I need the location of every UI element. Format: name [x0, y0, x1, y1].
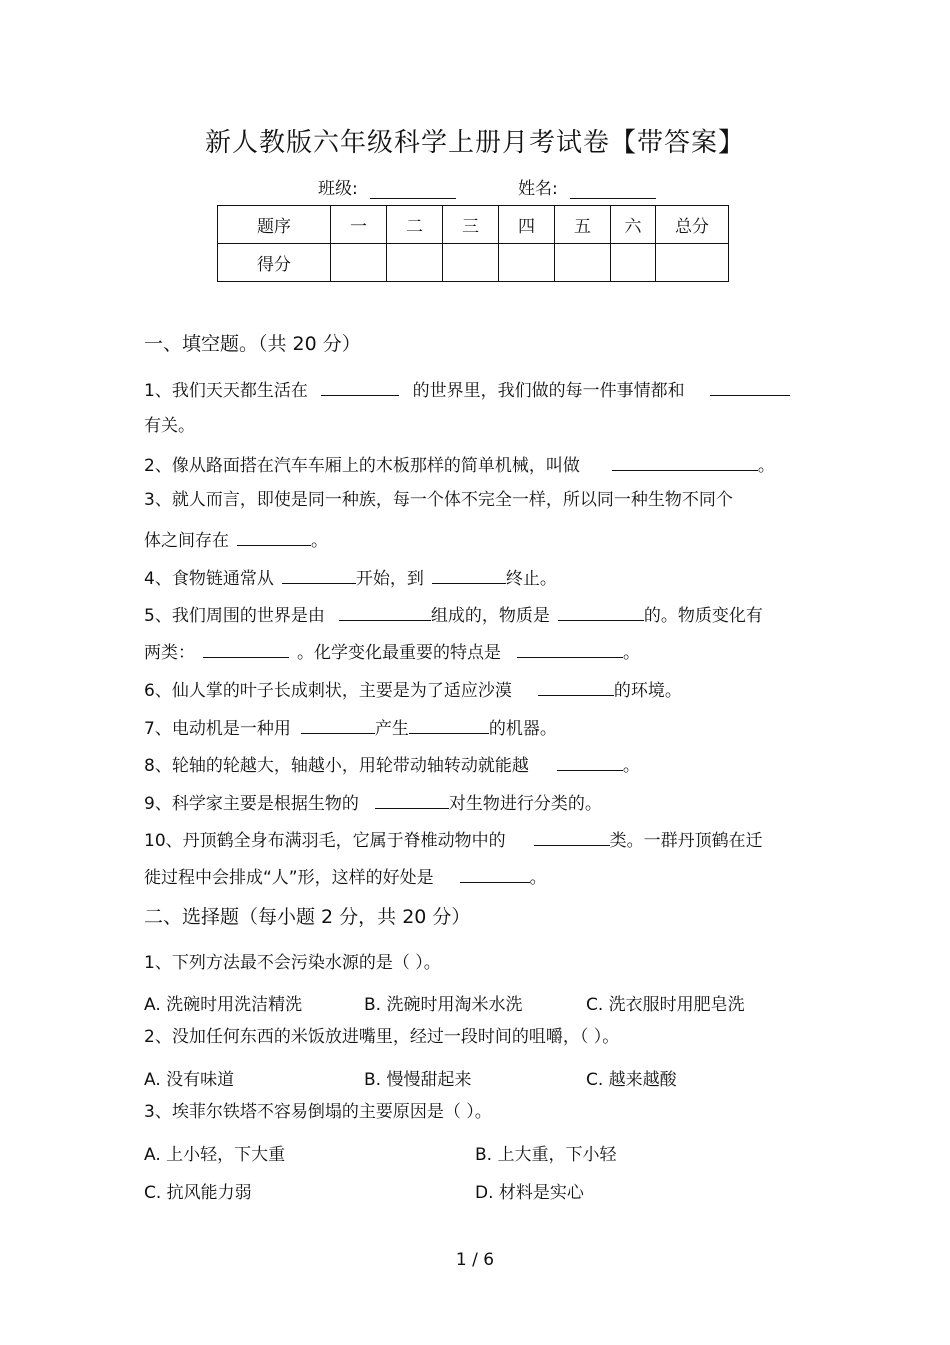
- question-4: [144, 566, 557, 589]
- answer-blank[interactable]: [612, 453, 758, 471]
- question-text: 6、仙人掌的叶子长成刺状，主要是为了适应沙漠: [144, 681, 512, 701]
- choice-option[interactable]: A. 洗碗时用洗洁精洗: [144, 995, 303, 1015]
- question-text: 。: [622, 756, 640, 776]
- question-text: 终止。: [505, 569, 557, 589]
- score-header-cell: 总分: [656, 206, 729, 244]
- section1-heading: 一、填空题。（共 20 分）: [144, 333, 361, 355]
- score-header-cell: 二: [387, 206, 443, 244]
- question-text: 的。物质变化有: [643, 606, 763, 626]
- question-text: 4、食物链通常从: [144, 569, 274, 589]
- answer-blank[interactable]: [517, 640, 623, 658]
- question-text: 徙过程中会排成“人”形，这样的好处是: [144, 868, 434, 888]
- score-cell[interactable]: [611, 244, 656, 282]
- answer-blank[interactable]: [538, 678, 614, 696]
- score-header-cell: 题序: [218, 206, 331, 244]
- question-5-cont: [144, 640, 640, 663]
- score-header-cell: 一: [331, 206, 387, 244]
- choice-question-2: 2、没加任何东西的米饭放进嘴里，经过一段时间的咀嚼，（ ）。: [144, 1027, 620, 1047]
- answer-blank[interactable]: [558, 603, 644, 621]
- choice-option[interactable]: C. 越来越酸: [586, 1070, 677, 1090]
- answer-blank[interactable]: [282, 566, 356, 584]
- choice-question-1: 1、下列方法最不会污染水源的是（ ）。: [144, 953, 441, 973]
- choice-option[interactable]: B. 上大重，下小轻: [475, 1145, 617, 1165]
- question-text: 10、丹顶鹤全身布满羽毛，它属于脊椎动物中的: [144, 831, 506, 851]
- answer-blank[interactable]: [339, 603, 431, 621]
- choice-question-3: 3、埃菲尔铁塔不容易倒塌的主要原因是（ ）。: [144, 1102, 492, 1122]
- score-table: [217, 205, 729, 282]
- score-header-row: [218, 206, 729, 244]
- question-text: 5、我们周围的世界是由: [144, 606, 325, 626]
- question-text: 。: [529, 868, 547, 888]
- question-text: 1、我们天天都生活在: [144, 381, 308, 401]
- exam-title: 新人教版六年级科学上册月考试卷【带答案】: [204, 128, 745, 158]
- score-cell[interactable]: [331, 244, 387, 282]
- question-text: 8、轮轴的轮越大，轴越小，用轮带动轴转动就能越: [144, 756, 529, 776]
- answer-blank[interactable]: [710, 378, 790, 396]
- question-8: [144, 753, 640, 776]
- score-row-label: 得分: [218, 244, 331, 282]
- choice-option[interactable]: A. 上小轻，下大重: [144, 1145, 286, 1165]
- score-header-cell: 五: [555, 206, 611, 244]
- question-text: 类。一群丹顶鹤在迁: [609, 831, 763, 851]
- question-text: 。: [757, 456, 775, 476]
- question-9: [144, 791, 602, 814]
- question-text: 。: [311, 531, 328, 551]
- question-5: [144, 603, 763, 626]
- class-label: 班级:: [318, 179, 358, 199]
- answer-blank[interactable]: [375, 791, 449, 809]
- score-cell[interactable]: [443, 244, 499, 282]
- question-3-cont: [144, 528, 328, 551]
- choice-option[interactable]: C. 抗风能力弱: [144, 1183, 252, 1203]
- answer-blank[interactable]: [432, 566, 506, 584]
- choice-option[interactable]: C. 洗衣服时用肥皂洗: [586, 995, 745, 1015]
- answer-blank[interactable]: [237, 528, 311, 546]
- question-1-cont: 有关。: [144, 416, 195, 436]
- question-10-cont: [144, 865, 547, 888]
- question-2: [144, 453, 775, 476]
- choice-option[interactable]: B. 慢慢甜起来: [364, 1070, 472, 1090]
- question-text: 。: [623, 643, 640, 663]
- score-cell[interactable]: [387, 244, 443, 282]
- question-text: 产生: [374, 719, 409, 739]
- answer-blank[interactable]: [460, 865, 530, 883]
- question-text: 的环境。: [613, 681, 682, 701]
- choice-option[interactable]: D. 材料是实心: [475, 1183, 584, 1203]
- name-field: [518, 174, 656, 199]
- answer-blank[interactable]: [203, 640, 289, 658]
- page-number: 1 / 6: [455, 1250, 495, 1270]
- name-label: 姓名:: [518, 179, 558, 199]
- question-text: 。化学变化最重要的特点是: [297, 643, 501, 663]
- question-text: 开始，到: [355, 569, 424, 589]
- answer-blank[interactable]: [321, 378, 399, 396]
- score-header-cell: 四: [499, 206, 555, 244]
- question-10: [144, 828, 763, 851]
- name-blank[interactable]: [570, 180, 656, 199]
- score-cell[interactable]: [555, 244, 611, 282]
- question-7: [144, 716, 557, 739]
- question-1: [144, 378, 790, 401]
- score-header-cell: 六: [611, 206, 656, 244]
- answer-blank[interactable]: [409, 716, 489, 734]
- question-text: 9、科学家主要是根据生物的: [144, 794, 359, 814]
- class-field: [318, 174, 456, 199]
- question-text: 两类：: [144, 643, 195, 663]
- question-text: 对生物进行分类的。: [448, 794, 602, 814]
- question-text: 的世界里，我们做的每一件事情都和: [412, 381, 685, 401]
- score-cell[interactable]: [656, 244, 729, 282]
- score-header-cell: 三: [443, 206, 499, 244]
- answer-blank[interactable]: [557, 753, 623, 771]
- section2-heading: 二、选择题（每小题 2 分，共 20 分）: [144, 906, 471, 928]
- score-cell[interactable]: [499, 244, 555, 282]
- answer-blank[interactable]: [301, 716, 375, 734]
- question-text: 2、像从路面搭在汽车车厢上的木板那样的简单机械，叫做: [144, 456, 580, 476]
- question-text: 体之间存在: [144, 531, 229, 551]
- question-text: 组成的，物质是: [430, 606, 550, 626]
- question-3: 3、就人而言，即使是同一种族，每一个体不完全一样，所以同一种生物不同个: [144, 490, 733, 510]
- question-6: [144, 678, 682, 701]
- choice-option[interactable]: A. 没有味道: [144, 1070, 235, 1090]
- question-text: 的机器。: [488, 719, 557, 739]
- choice-option[interactable]: B. 洗碗时用淘米水洗: [364, 995, 523, 1015]
- answer-blank[interactable]: [534, 828, 610, 846]
- class-blank[interactable]: [370, 180, 456, 199]
- score-value-row: [218, 244, 729, 282]
- question-text: 7、电动机是一种用: [144, 719, 291, 739]
